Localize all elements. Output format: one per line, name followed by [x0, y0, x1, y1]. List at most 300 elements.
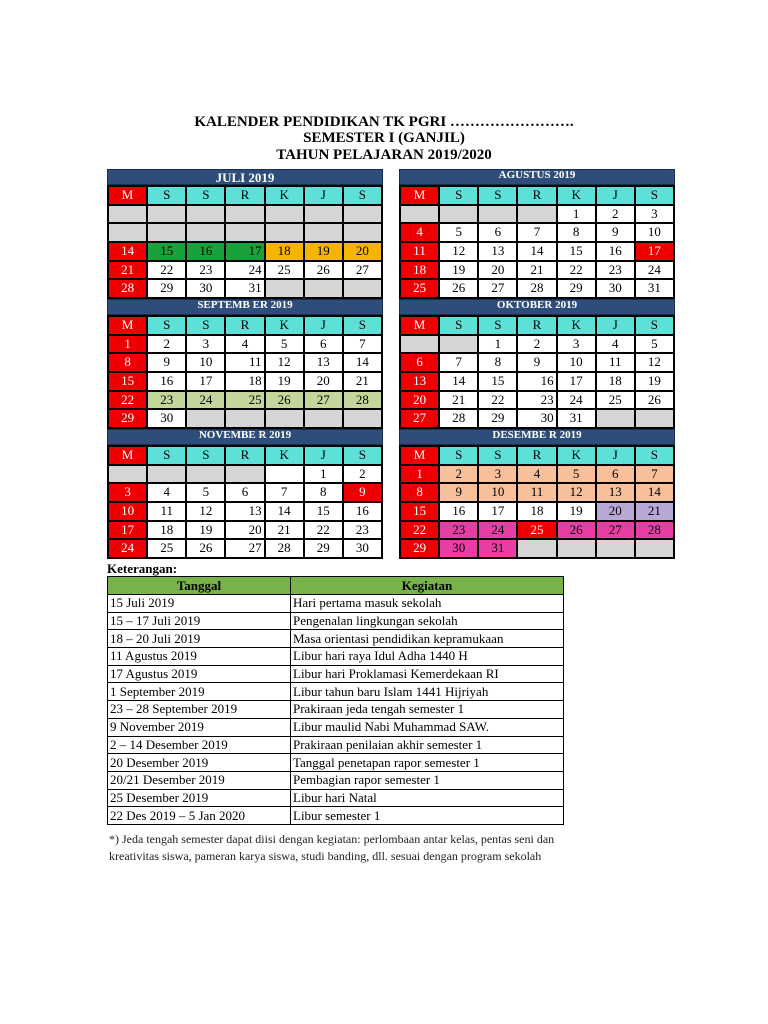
- cell-kegiatan: Pengenalan lingkungan sekolah: [291, 612, 564, 630]
- day-cell: 30: [517, 409, 556, 428]
- weekday-header: M: [108, 446, 147, 465]
- calendar-november: [107, 429, 383, 559]
- day-cell: 11: [400, 242, 439, 261]
- day-cell: 12: [265, 353, 304, 372]
- empty-day-cell: [265, 205, 304, 224]
- weekday-header: J: [596, 446, 635, 465]
- day-cell: 28: [517, 279, 556, 298]
- cell-kegiatan: Libur tahun baru Islam 1441 Hijriyah: [291, 683, 564, 701]
- day-cell: 29: [400, 539, 439, 558]
- day-cell: 10: [557, 353, 596, 372]
- day-cell: 2: [147, 335, 186, 354]
- day-cell: 2: [596, 205, 635, 224]
- empty-day-cell: [517, 205, 556, 224]
- empty-day-cell: [265, 223, 304, 242]
- day-cell: 19: [557, 502, 596, 521]
- empty-day-cell: [147, 205, 186, 224]
- day-cell: 7: [635, 465, 674, 484]
- calendar-august: [399, 169, 675, 299]
- day-cell: 26: [557, 521, 596, 540]
- day-cell: 17: [186, 372, 225, 391]
- weekday-header: S: [439, 186, 478, 205]
- weekday-header: K: [557, 186, 596, 205]
- empty-day-cell: [147, 465, 186, 484]
- day-cell: 11: [596, 353, 635, 372]
- day-cell: 13: [596, 483, 635, 502]
- day-cell: 2: [439, 465, 478, 484]
- calendar-title: OKTOBER 2019: [399, 299, 675, 315]
- empty-day-cell: [635, 409, 674, 428]
- table-header-row: [108, 577, 564, 595]
- weekday-header: M: [400, 186, 439, 205]
- empty-day-cell: [186, 409, 225, 428]
- day-cell: 14: [517, 242, 556, 261]
- table-row: [108, 630, 564, 648]
- day-cell: 25: [400, 279, 439, 298]
- day-cell: 13: [304, 353, 343, 372]
- day-cell: 24: [635, 261, 674, 280]
- day-cell: 8: [557, 223, 596, 242]
- empty-day-cell: [225, 205, 264, 224]
- empty-day-cell: [439, 205, 478, 224]
- weekday-header: R: [517, 186, 556, 205]
- day-cell: 27: [596, 521, 635, 540]
- day-cell: 5: [186, 483, 225, 502]
- day-cell: 26: [265, 391, 304, 410]
- empty-day-cell: [439, 335, 478, 354]
- day-cell: 20: [596, 502, 635, 521]
- table-row: [108, 612, 564, 630]
- day-cell: 21: [343, 372, 382, 391]
- day-cell: 7: [265, 483, 304, 502]
- empty-day-cell: [108, 223, 147, 242]
- page-title-line3: TAHUN PELAJARAN 2019/2020: [276, 147, 492, 163]
- day-cell: 12: [186, 502, 225, 521]
- day-cell: 27: [343, 261, 382, 280]
- calendar-october: [399, 299, 675, 429]
- day-cell: 21: [439, 391, 478, 410]
- day-cell: 29: [557, 279, 596, 298]
- cell-kegiatan: Tanggal penetapan rapor semester 1: [291, 754, 564, 772]
- calendar-grid: [107, 445, 383, 559]
- day-cell: 29: [478, 409, 517, 428]
- empty-day-cell: [304, 223, 343, 242]
- day-cell: 22: [557, 261, 596, 280]
- day-cell: 7: [517, 223, 556, 242]
- table-row: [108, 736, 564, 754]
- day-cell: 10: [635, 223, 674, 242]
- day-cell: 13: [225, 502, 264, 521]
- day-cell: 9: [439, 483, 478, 502]
- legend-label: Keterangan:: [107, 561, 178, 576]
- day-cell: 18: [400, 261, 439, 280]
- calendar-grid: [107, 315, 383, 429]
- day-cell: 28: [343, 391, 382, 410]
- page-title-line1: KALENDER PENDIDIKAN TK PGRI …………………….: [194, 114, 574, 130]
- weekday-header: J: [304, 316, 343, 335]
- day-cell: 22: [108, 391, 147, 410]
- weekday-header: S: [147, 446, 186, 465]
- day-cell: 8: [400, 483, 439, 502]
- table-row: [108, 789, 564, 807]
- table-row: [108, 683, 564, 701]
- day-cell: 22: [478, 391, 517, 410]
- weekday-header: S: [635, 186, 674, 205]
- calendar-grid: [399, 315, 675, 429]
- day-cell: 28: [108, 279, 147, 298]
- day-cell: 7: [343, 335, 382, 354]
- day-cell: 30: [186, 279, 225, 298]
- day-cell: 4: [517, 465, 556, 484]
- day-cell: 15: [400, 502, 439, 521]
- day-cell: 20: [400, 391, 439, 410]
- day-cell: 24: [478, 521, 517, 540]
- table-row: [108, 807, 564, 825]
- day-cell: 4: [147, 483, 186, 502]
- empty-day-cell: [343, 409, 382, 428]
- day-cell: 16: [343, 502, 382, 521]
- weekday-header: S: [478, 316, 517, 335]
- calendar-july: [107, 169, 383, 299]
- cell-kegiatan: Pembagian rapor semester 1: [291, 771, 564, 789]
- header-tanggal: Tanggal: [108, 577, 291, 595]
- day-cell: 23: [517, 391, 556, 410]
- day-cell: 9: [343, 483, 382, 502]
- calendar-title: NOVEMBE R 2019: [107, 429, 383, 445]
- day-cell: 14: [635, 483, 674, 502]
- day-cell: 18: [147, 521, 186, 540]
- weekday-header: S: [147, 316, 186, 335]
- cell-tanggal: 15 – 17 Juli 2019: [108, 612, 291, 630]
- day-cell: 31: [478, 539, 517, 558]
- day-cell: 17: [225, 242, 264, 261]
- day-cell: 20: [304, 372, 343, 391]
- day-cell: 1: [400, 465, 439, 484]
- table-row: [108, 648, 564, 666]
- day-cell: 27: [304, 391, 343, 410]
- empty-day-cell: [635, 539, 674, 558]
- day-cell: 10: [186, 353, 225, 372]
- day-cell: 31: [225, 279, 264, 298]
- weekday-header: K: [557, 446, 596, 465]
- weekday-header: J: [596, 316, 635, 335]
- empty-day-cell: [304, 279, 343, 298]
- empty-day-cell: [108, 205, 147, 224]
- cell-kegiatan: Masa orientasi pendidikan kepramukaan: [291, 630, 564, 648]
- cell-tanggal: 25 Desember 2019: [108, 789, 291, 807]
- day-cell: 1: [557, 205, 596, 224]
- weekday-header: S: [186, 446, 225, 465]
- empty-day-cell: [400, 335, 439, 354]
- calendar-december: [399, 429, 675, 559]
- empty-day-cell: [265, 279, 304, 298]
- day-cell: 24: [108, 539, 147, 558]
- day-cell: 9: [147, 353, 186, 372]
- day-cell: 29: [147, 279, 186, 298]
- day-cell: 1: [108, 335, 147, 354]
- empty-day-cell: [225, 465, 264, 484]
- cell-tanggal: 18 – 20 Juli 2019: [108, 630, 291, 648]
- cell-tanggal: 11 Agustus 2019: [108, 648, 291, 666]
- day-cell: 2: [517, 335, 556, 354]
- empty-day-cell: [186, 205, 225, 224]
- day-cell: 27: [225, 539, 264, 558]
- day-cell: 16: [439, 502, 478, 521]
- day-cell: 24: [557, 391, 596, 410]
- weekday-header: K: [557, 316, 596, 335]
- day-cell: 24: [225, 261, 264, 280]
- day-cell: 19: [439, 261, 478, 280]
- day-cell: 5: [557, 465, 596, 484]
- day-cell: 23: [439, 521, 478, 540]
- day-cell: 5: [635, 335, 674, 354]
- day-cell: 27: [478, 279, 517, 298]
- day-cell: 2: [343, 465, 382, 484]
- day-cell: 22: [400, 521, 439, 540]
- day-cell: 21: [265, 521, 304, 540]
- day-cell: 30: [343, 539, 382, 558]
- day-cell: 19: [635, 372, 674, 391]
- day-cell: 16: [147, 372, 186, 391]
- cell-kegiatan: Libur hari raya Idul Adha 1440 H: [291, 648, 564, 666]
- weekday-header: S: [439, 316, 478, 335]
- day-cell: 6: [304, 335, 343, 354]
- weekday-header: R: [517, 316, 556, 335]
- day-cell: 30: [596, 279, 635, 298]
- day-cell: 19: [265, 372, 304, 391]
- day-cell: 4: [225, 335, 264, 354]
- day-cell: 8: [304, 483, 343, 502]
- day-cell: 14: [343, 353, 382, 372]
- day-cell: 23: [186, 261, 225, 280]
- day-cell: 10: [108, 502, 147, 521]
- weekday-header: S: [343, 316, 382, 335]
- empty-day-cell: [557, 539, 596, 558]
- weekday-header: R: [225, 186, 264, 205]
- day-cell: 9: [517, 353, 556, 372]
- day-cell: 6: [400, 353, 439, 372]
- day-cell: 20: [478, 261, 517, 280]
- empty-day-cell: [186, 223, 225, 242]
- weekday-header: M: [400, 316, 439, 335]
- day-cell: 18: [596, 372, 635, 391]
- day-cell: 16: [596, 242, 635, 261]
- day-cell: 17: [635, 242, 674, 261]
- weekday-header: S: [478, 186, 517, 205]
- weekday-header: K: [265, 186, 304, 205]
- cell-tanggal: 17 Agustus 2019: [108, 665, 291, 683]
- day-cell: 15: [108, 372, 147, 391]
- empty-day-cell: [147, 223, 186, 242]
- day-cell: 15: [557, 242, 596, 261]
- day-cell: 12: [557, 483, 596, 502]
- day-cell: 26: [186, 539, 225, 558]
- calendar-grid: [399, 185, 675, 299]
- table-row: [108, 718, 564, 736]
- day-cell: 5: [439, 223, 478, 242]
- cell-kegiatan: Prakiraan penilaian akhir semester 1: [291, 736, 564, 754]
- day-cell: 12: [439, 242, 478, 261]
- empty-day-cell: [304, 205, 343, 224]
- day-cell: 3: [108, 483, 147, 502]
- weekday-header: S: [343, 446, 382, 465]
- day-cell: 4: [596, 335, 635, 354]
- calendar-title: SEPTEMB ER 2019: [107, 299, 383, 315]
- day-cell: 11: [225, 353, 264, 372]
- day-cell: 23: [147, 391, 186, 410]
- day-cell: 31: [635, 279, 674, 298]
- day-cell: 21: [635, 502, 674, 521]
- cell-kegiatan: Libur hari Proklamasi Kemerdekaan RI: [291, 665, 564, 683]
- day-cell: 15: [147, 242, 186, 261]
- day-cell: 14: [265, 502, 304, 521]
- activities-table: [107, 576, 564, 825]
- empty-day-cell: [225, 223, 264, 242]
- day-cell: 21: [108, 261, 147, 280]
- calendar-title: AGUSTUS 2019: [399, 169, 675, 185]
- day-cell: 8: [478, 353, 517, 372]
- table-row: [108, 754, 564, 772]
- empty-day-cell: [343, 279, 382, 298]
- calendar-september: [107, 299, 383, 429]
- cell-kegiatan: Libur maulid Nabi Muhammad SAW.: [291, 718, 564, 736]
- table-row: [108, 771, 564, 789]
- weekday-header: R: [517, 446, 556, 465]
- day-cell: 25: [225, 391, 264, 410]
- day-cell: 9: [596, 223, 635, 242]
- day-cell: 23: [596, 261, 635, 280]
- cell-tanggal: 20/21 Desember 2019: [108, 771, 291, 789]
- footnote-line1: *) Jeda tengah semester dapat diisi dengan kegiatan: perlombaan antar kelas, pentas seni dan: [109, 832, 555, 846]
- day-cell: 13: [400, 372, 439, 391]
- table-row: [108, 595, 564, 613]
- day-cell: 25: [596, 391, 635, 410]
- weekday-header: S: [186, 316, 225, 335]
- weekday-header: S: [147, 186, 186, 205]
- day-cell: 17: [557, 372, 596, 391]
- day-cell: 11: [147, 502, 186, 521]
- day-cell: 31: [557, 409, 596, 428]
- cell-tanggal: 15 Juli 2019: [108, 595, 291, 613]
- cell-tanggal: 22 Des 2019 – 5 Jan 2020: [108, 807, 291, 825]
- cell-tanggal: 2 – 14 Desember 2019: [108, 736, 291, 754]
- day-cell: 30: [147, 409, 186, 428]
- empty-day-cell: [400, 205, 439, 224]
- cell-tanggal: 20 Desember 2019: [108, 754, 291, 772]
- weekday-header: S: [439, 446, 478, 465]
- cell-kegiatan: Libur hari Natal: [291, 789, 564, 807]
- weekday-header: J: [304, 446, 343, 465]
- day-cell: 28: [265, 539, 304, 558]
- day-cell: 12: [635, 353, 674, 372]
- day-cell: 18: [517, 502, 556, 521]
- day-cell: 7: [439, 353, 478, 372]
- empty-day-cell: [517, 539, 556, 558]
- day-cell: 14: [439, 372, 478, 391]
- day-cell: 15: [478, 372, 517, 391]
- day-cell: 3: [186, 335, 225, 354]
- day-cell: 19: [304, 242, 343, 261]
- day-cell: 18: [265, 242, 304, 261]
- day-cell: 29: [304, 539, 343, 558]
- table-row: [108, 665, 564, 683]
- day-cell: 5: [265, 335, 304, 354]
- weekday-header: S: [635, 446, 674, 465]
- weekday-header: M: [108, 316, 147, 335]
- cell-kegiatan: Hari pertama masuk sekolah: [291, 595, 564, 613]
- weekday-header: R: [225, 316, 264, 335]
- weekday-header: M: [108, 186, 147, 205]
- weekday-header: S: [186, 186, 225, 205]
- calendar-title: JULI 2019: [107, 169, 383, 185]
- day-cell: 3: [478, 465, 517, 484]
- day-cell: 14: [108, 242, 147, 261]
- day-cell: 22: [304, 521, 343, 540]
- day-cell: 26: [635, 391, 674, 410]
- weekday-header: S: [478, 446, 517, 465]
- weekday-header: K: [265, 446, 304, 465]
- day-cell: 17: [108, 521, 147, 540]
- day-cell: 25: [517, 521, 556, 540]
- weekday-header: R: [225, 446, 264, 465]
- empty-day-cell: [596, 539, 635, 558]
- day-cell: 16: [186, 242, 225, 261]
- day-cell: 28: [439, 409, 478, 428]
- day-cell: 17: [478, 502, 517, 521]
- calendar-grid: [399, 445, 675, 559]
- day-cell: 19: [186, 521, 225, 540]
- cell-tanggal: 9 November 2019: [108, 718, 291, 736]
- weekday-header: K: [265, 316, 304, 335]
- day-cell: 26: [304, 261, 343, 280]
- cell-kegiatan: Prakiraan jeda tengah semester 1: [291, 701, 564, 719]
- weekday-header: S: [635, 316, 674, 335]
- empty-day-cell: [343, 205, 382, 224]
- day-cell: 6: [478, 223, 517, 242]
- day-cell: 27: [400, 409, 439, 428]
- day-cell: 1: [478, 335, 517, 354]
- empty-day-cell: [478, 205, 517, 224]
- day-cell: 8: [108, 353, 147, 372]
- cell-tanggal: 1 September 2019: [108, 683, 291, 701]
- table-row: [108, 701, 564, 719]
- cell-kegiatan: Libur semester 1: [291, 807, 564, 825]
- day-cell: 26: [439, 279, 478, 298]
- day-cell: 24: [186, 391, 225, 410]
- empty-day-cell: [343, 223, 382, 242]
- day-cell: 6: [596, 465, 635, 484]
- day-cell: 22: [147, 261, 186, 280]
- day-cell: 4: [400, 223, 439, 242]
- day-cell: 28: [635, 521, 674, 540]
- day-cell: 15: [304, 502, 343, 521]
- empty-day-cell: [186, 465, 225, 484]
- day-cell: 3: [635, 205, 674, 224]
- day-cell: 21: [517, 261, 556, 280]
- empty-day-cell: [265, 465, 304, 484]
- day-cell: 25: [265, 261, 304, 280]
- day-cell: 20: [225, 521, 264, 540]
- day-cell: 25: [147, 539, 186, 558]
- day-cell: 20: [343, 242, 382, 261]
- day-cell: 1: [304, 465, 343, 484]
- weekday-header: J: [304, 186, 343, 205]
- day-cell: 3: [557, 335, 596, 354]
- header-kegiatan: Kegiatan: [291, 577, 564, 595]
- day-cell: 10: [478, 483, 517, 502]
- day-cell: 29: [108, 409, 147, 428]
- day-cell: 6: [225, 483, 264, 502]
